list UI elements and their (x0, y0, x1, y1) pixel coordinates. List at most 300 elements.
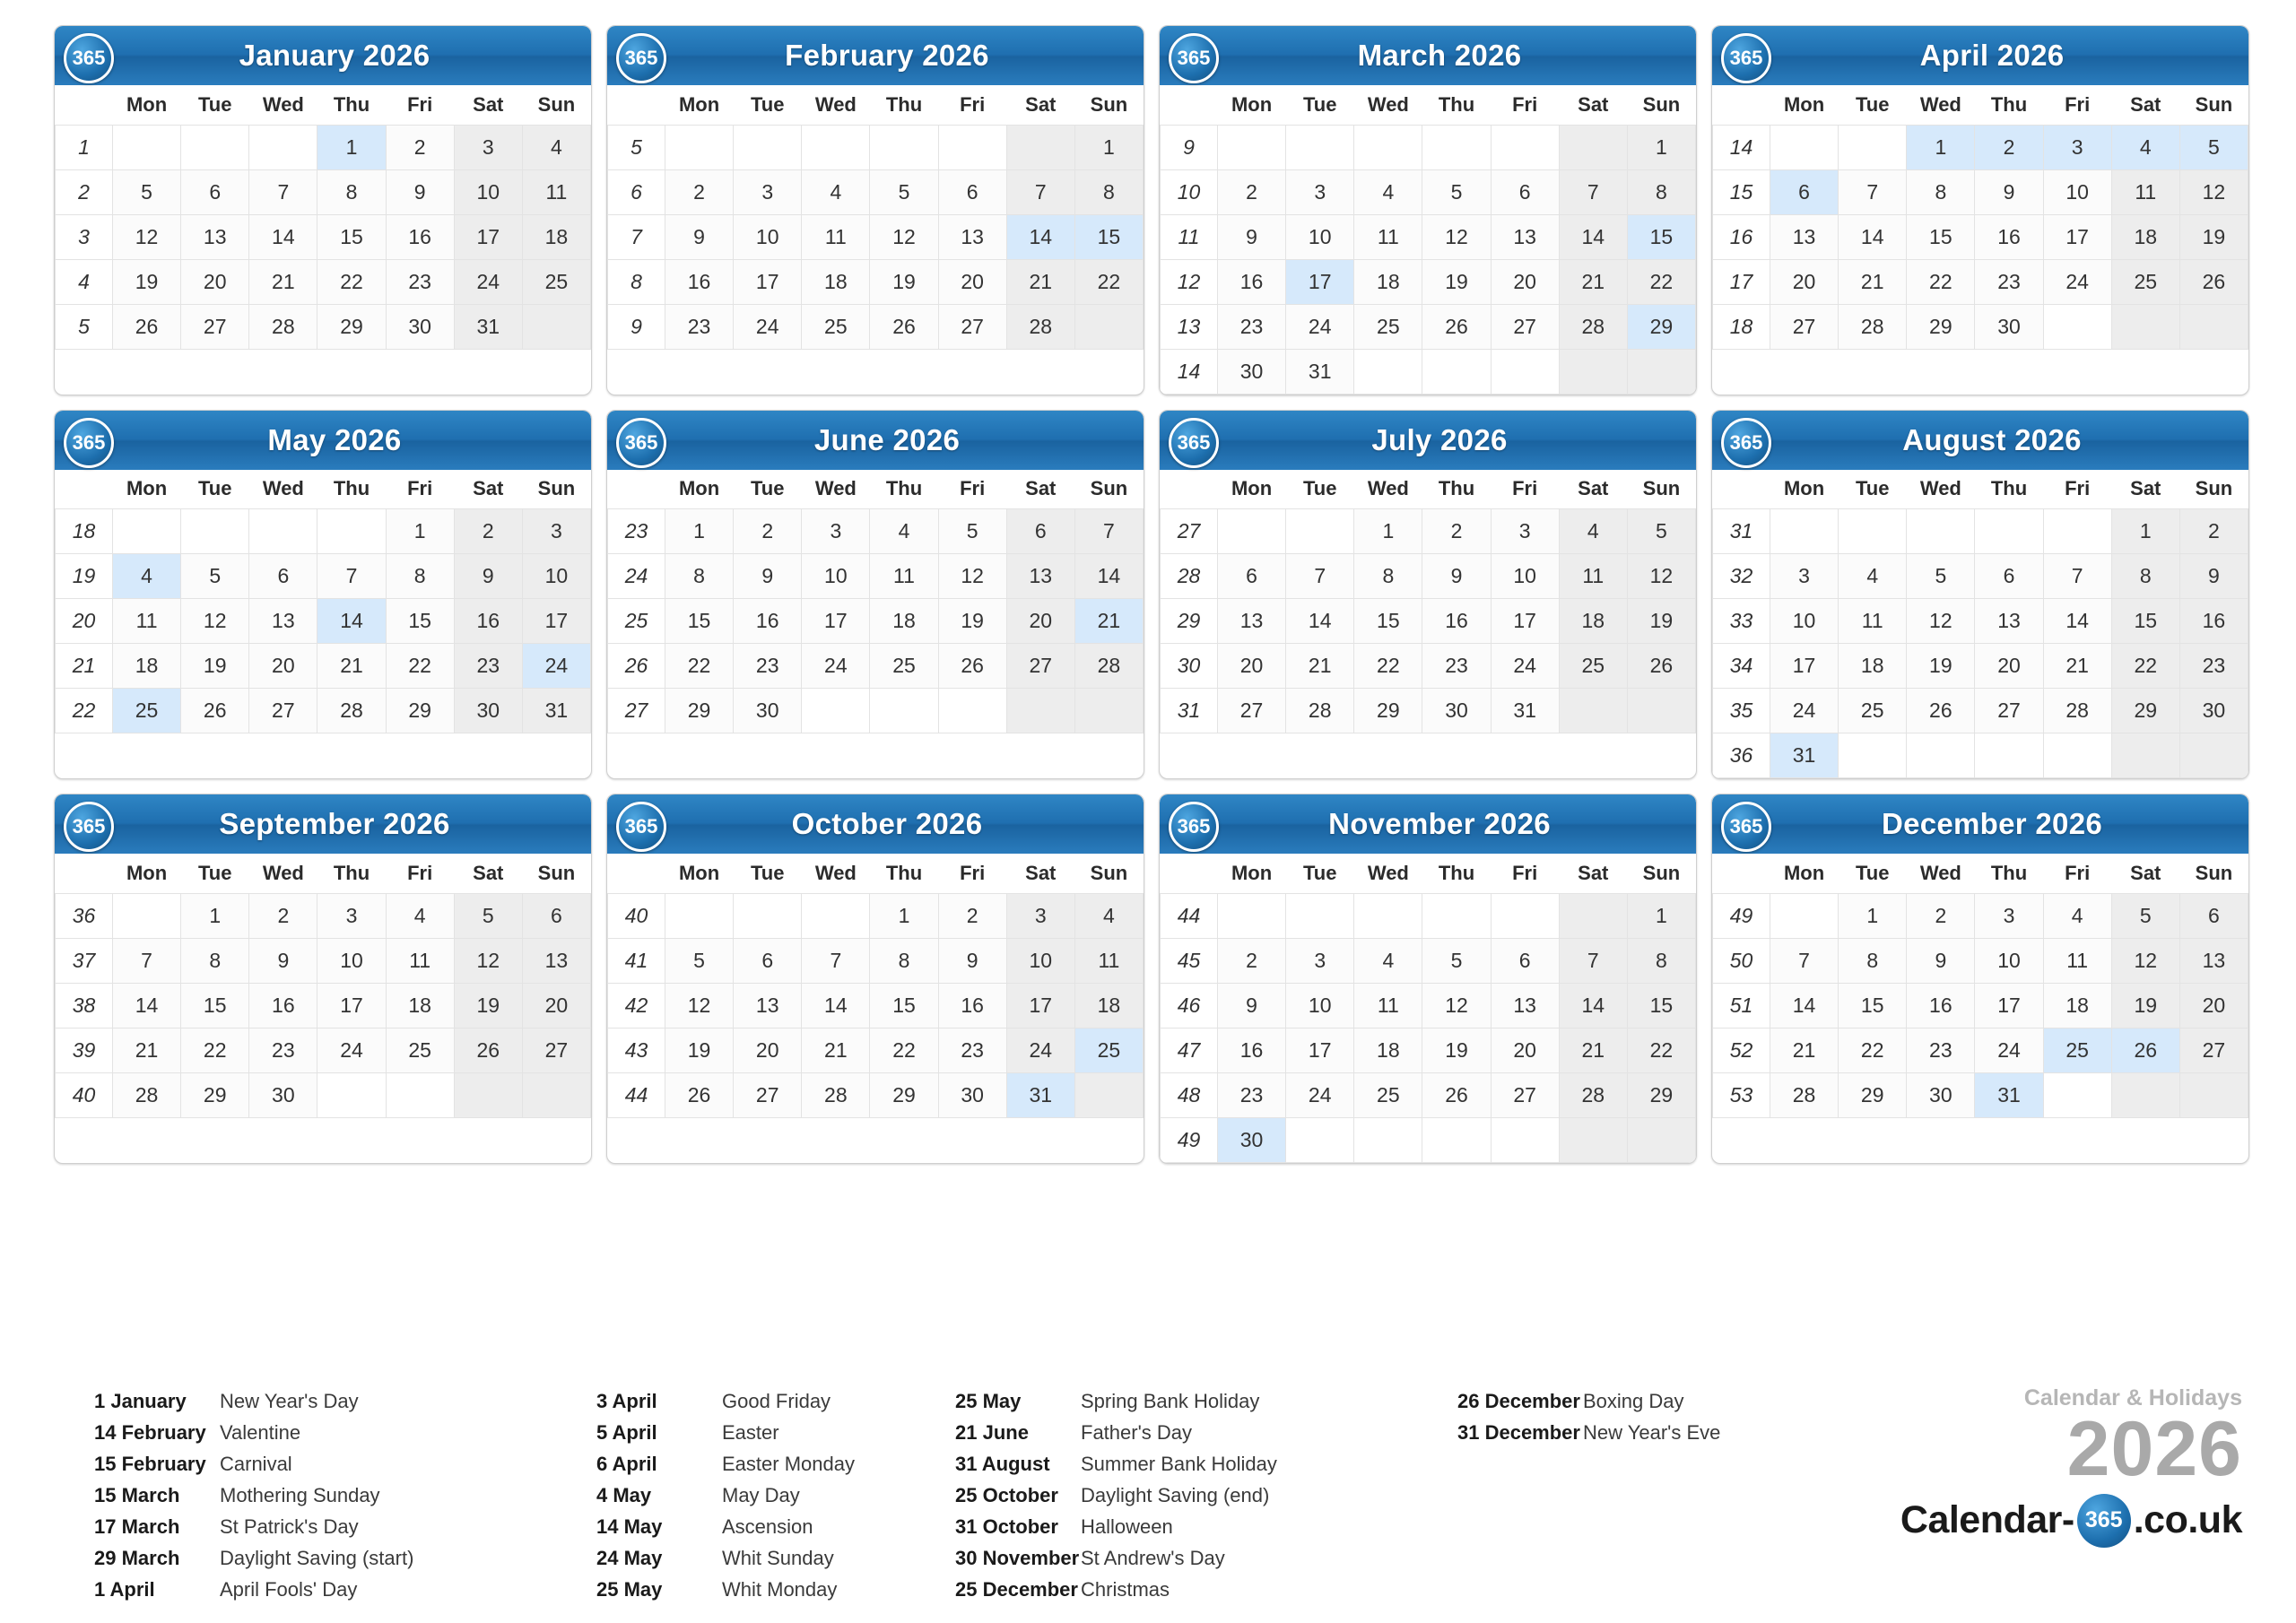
day-cell[interactable]: 28 (1006, 304, 1074, 349)
day-cell[interactable]: 9 (938, 938, 1006, 983)
day-cell[interactable]: 9 (1218, 983, 1286, 1028)
day-cell[interactable]: 31 (522, 689, 590, 733)
day-cell[interactable]: 16 (734, 599, 802, 644)
day-cell[interactable]: 26 (938, 644, 1006, 689)
day-cell[interactable]: 13 (1218, 599, 1286, 644)
day-cell[interactable]: 28 (1559, 1072, 1627, 1117)
day-cell[interactable]: 16 (938, 983, 1006, 1028)
day-cell[interactable]: 12 (1627, 554, 1695, 599)
day-cell[interactable]: 3 (1286, 169, 1354, 214)
day-cell[interactable]: 13 (1491, 983, 1559, 1028)
day-cell[interactable]: 24 (734, 304, 802, 349)
day-cell[interactable]: 13 (1491, 214, 1559, 259)
day-cell[interactable]: 6 (1006, 509, 1074, 554)
day-cell[interactable]: 29 (665, 689, 734, 733)
day-cell[interactable]: 12 (938, 554, 1006, 599)
day-cell[interactable]: 22 (386, 644, 454, 689)
day-cell[interactable]: 17 (1286, 1028, 1354, 1072)
day-cell[interactable]: 23 (2179, 644, 2248, 689)
day-cell[interactable]: 14 (802, 983, 870, 1028)
day-cell[interactable]: 29 (1839, 1072, 1907, 1117)
day-cell[interactable]: 11 (1354, 983, 1422, 1028)
day-cell[interactable]: 14 (113, 983, 181, 1028)
day-cell[interactable]: 30 (1422, 689, 1491, 733)
day-cell[interactable]: 23 (249, 1028, 317, 1072)
day-cell[interactable]: 23 (1218, 1072, 1286, 1117)
day-cell[interactable]: 15 (1074, 214, 1143, 259)
day-cell[interactable]: 19 (181, 644, 249, 689)
day-cell[interactable]: 4 (1074, 893, 1143, 938)
day-cell[interactable]: 3 (2043, 125, 2111, 169)
day-cell[interactable]: 15 (1627, 214, 1695, 259)
day-cell[interactable]: 19 (938, 599, 1006, 644)
day-cell[interactable]: 31 (1491, 689, 1559, 733)
day-cell[interactable]: 26 (2179, 259, 2248, 304)
site-logo[interactable] (1740, 1494, 2242, 1548)
day-cell[interactable]: 21 (249, 259, 317, 304)
day-cell[interactable]: 12 (454, 938, 522, 983)
day-cell[interactable]: 8 (181, 938, 249, 983)
day-cell[interactable]: 30 (1907, 1072, 1975, 1117)
day-cell[interactable]: 5 (870, 169, 938, 214)
day-cell[interactable]: 1 (870, 893, 938, 938)
day-cell[interactable]: 4 (113, 554, 181, 599)
day-cell[interactable]: 8 (1354, 554, 1422, 599)
day-cell[interactable]: 12 (1422, 214, 1491, 259)
day-cell[interactable]: 25 (1354, 304, 1422, 349)
day-cell[interactable]: 13 (1975, 599, 2043, 644)
day-cell[interactable]: 18 (870, 599, 938, 644)
day-cell[interactable]: 18 (1839, 644, 1907, 689)
day-cell[interactable]: 27 (522, 1028, 590, 1072)
day-cell[interactable]: 22 (1627, 1028, 1695, 1072)
day-cell[interactable]: 10 (2043, 169, 2111, 214)
day-cell[interactable]: 24 (1770, 689, 1839, 733)
day-cell[interactable]: 25 (802, 304, 870, 349)
day-cell[interactable]: 11 (1354, 214, 1422, 259)
day-cell[interactable]: 2 (1218, 169, 1286, 214)
day-cell[interactable]: 6 (1491, 938, 1559, 983)
day-cell[interactable]: 28 (113, 1072, 181, 1117)
day-cell[interactable]: 20 (1770, 259, 1839, 304)
day-cell[interactable]: 28 (1839, 304, 1907, 349)
day-cell[interactable]: 24 (1286, 1072, 1354, 1117)
day-cell[interactable]: 10 (1006, 938, 1074, 983)
day-cell[interactable]: 6 (938, 169, 1006, 214)
day-cell[interactable]: 3 (1006, 893, 1074, 938)
day-cell[interactable]: 18 (1074, 983, 1143, 1028)
day-cell[interactable]: 9 (734, 554, 802, 599)
day-cell[interactable]: 1 (1074, 125, 1143, 169)
day-cell[interactable]: 1 (1354, 509, 1422, 554)
day-cell[interactable]: 10 (454, 169, 522, 214)
day-cell[interactable]: 27 (1770, 304, 1839, 349)
day-cell[interactable]: 19 (113, 259, 181, 304)
day-cell[interactable]: 12 (1907, 599, 1975, 644)
day-cell[interactable]: 23 (1218, 304, 1286, 349)
day-cell[interactable]: 6 (1770, 169, 1839, 214)
day-cell[interactable]: 8 (870, 938, 938, 983)
day-cell[interactable]: 13 (249, 599, 317, 644)
day-cell[interactable]: 4 (1839, 554, 1907, 599)
day-cell[interactable]: 8 (2111, 554, 2179, 599)
day-cell[interactable]: 26 (665, 1072, 734, 1117)
day-cell[interactable]: 1 (181, 893, 249, 938)
day-cell[interactable]: 23 (386, 259, 454, 304)
day-cell[interactable]: 17 (522, 599, 590, 644)
day-cell[interactable]: 25 (386, 1028, 454, 1072)
day-cell[interactable]: 8 (1839, 938, 1907, 983)
day-cell[interactable]: 15 (317, 214, 386, 259)
day-cell[interactable]: 6 (734, 938, 802, 983)
day-cell[interactable]: 22 (1627, 259, 1695, 304)
day-cell[interactable]: 14 (2043, 599, 2111, 644)
day-cell[interactable]: 21 (1074, 599, 1143, 644)
day-cell[interactable]: 30 (249, 1072, 317, 1117)
day-cell[interactable]: 7 (1559, 169, 1627, 214)
day-cell[interactable]: 29 (870, 1072, 938, 1117)
day-cell[interactable]: 23 (734, 644, 802, 689)
day-cell[interactable]: 19 (1907, 644, 1975, 689)
day-cell[interactable]: 24 (2043, 259, 2111, 304)
day-cell[interactable]: 5 (1627, 509, 1695, 554)
day-cell[interactable]: 7 (249, 169, 317, 214)
day-cell[interactable]: 16 (1907, 983, 1975, 1028)
day-cell[interactable]: 18 (1354, 259, 1422, 304)
day-cell[interactable]: 8 (317, 169, 386, 214)
day-cell[interactable]: 8 (1907, 169, 1975, 214)
day-cell[interactable]: 1 (1839, 893, 1907, 938)
day-cell[interactable]: 7 (1559, 938, 1627, 983)
day-cell[interactable]: 18 (522, 214, 590, 259)
day-cell[interactable]: 30 (386, 304, 454, 349)
day-cell[interactable]: 9 (454, 554, 522, 599)
day-cell[interactable]: 24 (317, 1028, 386, 1072)
day-cell[interactable]: 1 (386, 509, 454, 554)
day-cell[interactable]: 7 (1074, 509, 1143, 554)
day-cell[interactable]: 16 (2179, 599, 2248, 644)
day-cell[interactable]: 29 (1627, 1072, 1695, 1117)
day-cell[interactable]: 2 (386, 125, 454, 169)
day-cell[interactable]: 18 (2111, 214, 2179, 259)
day-cell[interactable]: 29 (2111, 689, 2179, 733)
day-cell[interactable]: 20 (181, 259, 249, 304)
day-cell[interactable]: 23 (1975, 259, 2043, 304)
day-cell[interactable]: 28 (1559, 304, 1627, 349)
day-cell[interactable]: 3 (1286, 938, 1354, 983)
day-cell[interactable]: 9 (665, 214, 734, 259)
day-cell[interactable]: 7 (317, 554, 386, 599)
day-cell[interactable]: 20 (1491, 259, 1559, 304)
day-cell[interactable]: 26 (113, 304, 181, 349)
day-cell[interactable]: 13 (938, 214, 1006, 259)
day-cell[interactable]: 1 (2111, 509, 2179, 554)
day-cell[interactable]: 14 (1559, 214, 1627, 259)
day-cell[interactable]: 16 (1422, 599, 1491, 644)
day-cell[interactable]: 6 (1975, 554, 2043, 599)
day-cell[interactable]: 21 (113, 1028, 181, 1072)
day-cell[interactable]: 15 (181, 983, 249, 1028)
day-cell[interactable]: 13 (522, 938, 590, 983)
day-cell[interactable]: 26 (2111, 1028, 2179, 1072)
day-cell[interactable]: 27 (1006, 644, 1074, 689)
day-cell[interactable]: 18 (1559, 599, 1627, 644)
day-cell[interactable]: 1 (1907, 125, 1975, 169)
day-cell[interactable]: 7 (1839, 169, 1907, 214)
day-cell[interactable]: 26 (1907, 689, 1975, 733)
day-cell[interactable]: 12 (2111, 938, 2179, 983)
day-cell[interactable]: 21 (802, 1028, 870, 1072)
day-cell[interactable]: 6 (1218, 554, 1286, 599)
day-cell[interactable]: 30 (2179, 689, 2248, 733)
day-cell[interactable]: 9 (2179, 554, 2248, 599)
day-cell[interactable]: 11 (1839, 599, 1907, 644)
day-cell[interactable]: 4 (1354, 169, 1422, 214)
day-cell[interactable]: 20 (1006, 599, 1074, 644)
day-cell[interactable]: 24 (522, 644, 590, 689)
day-cell[interactable]: 30 (1218, 1117, 1286, 1162)
day-cell[interactable]: 27 (734, 1072, 802, 1117)
day-cell[interactable]: 18 (113, 644, 181, 689)
day-cell[interactable]: 12 (665, 983, 734, 1028)
day-cell[interactable]: 17 (1770, 644, 1839, 689)
day-cell[interactable]: 27 (2179, 1028, 2248, 1072)
day-cell[interactable]: 25 (1559, 644, 1627, 689)
day-cell[interactable]: 19 (2179, 214, 2248, 259)
day-cell[interactable]: 5 (454, 893, 522, 938)
day-cell[interactable]: 21 (2043, 644, 2111, 689)
day-cell[interactable]: 29 (386, 689, 454, 733)
day-cell[interactable]: 2 (1907, 893, 1975, 938)
day-cell[interactable]: 19 (454, 983, 522, 1028)
day-cell[interactable]: 25 (1074, 1028, 1143, 1072)
day-cell[interactable]: 19 (665, 1028, 734, 1072)
day-cell[interactable]: 22 (181, 1028, 249, 1072)
day-cell[interactable]: 3 (802, 509, 870, 554)
day-cell[interactable]: 18 (2043, 983, 2111, 1028)
day-cell[interactable]: 3 (1975, 893, 2043, 938)
day-cell[interactable]: 20 (938, 259, 1006, 304)
day-cell[interactable]: 13 (1770, 214, 1839, 259)
day-cell[interactable]: 8 (1074, 169, 1143, 214)
day-cell[interactable]: 4 (1354, 938, 1422, 983)
day-cell[interactable]: 7 (113, 938, 181, 983)
day-cell[interactable]: 9 (249, 938, 317, 983)
day-cell[interactable]: 4 (2111, 125, 2179, 169)
day-cell[interactable]: 10 (1770, 599, 1839, 644)
day-cell[interactable]: 13 (734, 983, 802, 1028)
day-cell[interactable]: 2 (1975, 125, 2043, 169)
day-cell[interactable]: 24 (1006, 1028, 1074, 1072)
day-cell[interactable]: 22 (870, 1028, 938, 1072)
day-cell[interactable]: 1 (1627, 125, 1695, 169)
day-cell[interactable]: 14 (1074, 554, 1143, 599)
day-cell[interactable]: 14 (1006, 214, 1074, 259)
day-cell[interactable]: 15 (1627, 983, 1695, 1028)
day-cell[interactable]: 19 (1627, 599, 1695, 644)
day-cell[interactable]: 5 (1907, 554, 1975, 599)
day-cell[interactable]: 3 (734, 169, 802, 214)
day-cell[interactable]: 14 (1559, 983, 1627, 1028)
day-cell[interactable]: 11 (2111, 169, 2179, 214)
day-cell[interactable]: 30 (734, 689, 802, 733)
day-cell[interactable]: 6 (249, 554, 317, 599)
day-cell[interactable]: 28 (249, 304, 317, 349)
day-cell[interactable]: 27 (1491, 304, 1559, 349)
day-cell[interactable]: 9 (386, 169, 454, 214)
day-cell[interactable]: 6 (1491, 169, 1559, 214)
day-cell[interactable]: 12 (870, 214, 938, 259)
day-cell[interactable]: 17 (1491, 599, 1559, 644)
day-cell[interactable]: 5 (181, 554, 249, 599)
day-cell[interactable]: 23 (454, 644, 522, 689)
day-cell[interactable]: 27 (1218, 689, 1286, 733)
day-cell[interactable]: 17 (802, 599, 870, 644)
day-cell[interactable]: 30 (938, 1072, 1006, 1117)
day-cell[interactable]: 16 (1975, 214, 2043, 259)
day-cell[interactable]: 7 (1286, 554, 1354, 599)
day-cell[interactable]: 3 (454, 125, 522, 169)
day-cell[interactable]: 26 (1422, 1072, 1491, 1117)
day-cell[interactable]: 21 (1286, 644, 1354, 689)
day-cell[interactable]: 10 (1491, 554, 1559, 599)
day-cell[interactable]: 29 (1627, 304, 1695, 349)
day-cell[interactable]: 19 (1422, 259, 1491, 304)
day-cell[interactable]: 25 (113, 689, 181, 733)
day-cell[interactable]: 29 (1907, 304, 1975, 349)
day-cell[interactable]: 20 (2179, 983, 2248, 1028)
day-cell[interactable]: 25 (522, 259, 590, 304)
day-cell[interactable]: 6 (522, 893, 590, 938)
day-cell[interactable]: 5 (113, 169, 181, 214)
day-cell[interactable]: 10 (1286, 983, 1354, 1028)
day-cell[interactable]: 20 (522, 983, 590, 1028)
day-cell[interactable]: 19 (870, 259, 938, 304)
day-cell[interactable]: 21 (1559, 259, 1627, 304)
day-cell[interactable]: 23 (1907, 1028, 1975, 1072)
day-cell[interactable]: 25 (1839, 689, 1907, 733)
day-cell[interactable]: 7 (1770, 938, 1839, 983)
day-cell[interactable]: 27 (249, 689, 317, 733)
day-cell[interactable]: 5 (1422, 169, 1491, 214)
day-cell[interactable]: 4 (522, 125, 590, 169)
day-cell[interactable]: 28 (1074, 644, 1143, 689)
day-cell[interactable]: 29 (317, 304, 386, 349)
day-cell[interactable]: 22 (665, 644, 734, 689)
day-cell[interactable]: 17 (1975, 983, 2043, 1028)
day-cell[interactable]: 16 (665, 259, 734, 304)
day-cell[interactable]: 24 (802, 644, 870, 689)
day-cell[interactable]: 26 (454, 1028, 522, 1072)
day-cell[interactable]: 28 (2043, 689, 2111, 733)
day-cell[interactable]: 25 (1354, 1072, 1422, 1117)
day-cell[interactable]: 4 (2043, 893, 2111, 938)
day-cell[interactable]: 20 (1491, 1028, 1559, 1072)
day-cell[interactable]: 8 (1627, 169, 1695, 214)
day-cell[interactable]: 10 (317, 938, 386, 983)
day-cell[interactable]: 24 (1286, 304, 1354, 349)
day-cell[interactable]: 22 (2111, 644, 2179, 689)
day-cell[interactable]: 11 (522, 169, 590, 214)
day-cell[interactable]: 31 (1770, 733, 1839, 778)
day-cell[interactable]: 20 (1218, 644, 1286, 689)
day-cell[interactable]: 28 (1770, 1072, 1839, 1117)
day-cell[interactable]: 21 (1839, 259, 1907, 304)
day-cell[interactable]: 10 (802, 554, 870, 599)
day-cell[interactable]: 2 (2179, 509, 2248, 554)
day-cell[interactable]: 27 (1491, 1072, 1559, 1117)
day-cell[interactable]: 14 (249, 214, 317, 259)
day-cell[interactable]: 28 (317, 689, 386, 733)
day-cell[interactable]: 22 (1907, 259, 1975, 304)
day-cell[interactable]: 2 (1218, 938, 1286, 983)
day-cell[interactable]: 5 (938, 509, 1006, 554)
day-cell[interactable]: 12 (2179, 169, 2248, 214)
day-cell[interactable]: 12 (1422, 983, 1491, 1028)
day-cell[interactable]: 5 (2111, 893, 2179, 938)
day-cell[interactable]: 8 (386, 554, 454, 599)
day-cell[interactable]: 16 (454, 599, 522, 644)
day-cell[interactable]: 10 (1286, 214, 1354, 259)
day-cell[interactable]: 25 (2111, 259, 2179, 304)
day-cell[interactable]: 4 (1559, 509, 1627, 554)
day-cell[interactable]: 11 (1559, 554, 1627, 599)
day-cell[interactable]: 1 (1627, 893, 1695, 938)
day-cell[interactable]: 17 (1006, 983, 1074, 1028)
day-cell[interactable]: 28 (802, 1072, 870, 1117)
day-cell[interactable]: 11 (1074, 938, 1143, 983)
day-cell[interactable]: 17 (734, 259, 802, 304)
day-cell[interactable]: 17 (1286, 259, 1354, 304)
day-cell[interactable]: 20 (734, 1028, 802, 1072)
day-cell[interactable]: 15 (665, 599, 734, 644)
day-cell[interactable]: 18 (1354, 1028, 1422, 1072)
day-cell[interactable]: 5 (2179, 125, 2248, 169)
day-cell[interactable]: 13 (2179, 938, 2248, 983)
day-cell[interactable]: 7 (802, 938, 870, 983)
day-cell[interactable]: 11 (386, 938, 454, 983)
day-cell[interactable]: 17 (454, 214, 522, 259)
day-cell[interactable]: 2 (938, 893, 1006, 938)
day-cell[interactable]: 31 (1286, 349, 1354, 394)
day-cell[interactable]: 30 (1975, 304, 2043, 349)
day-cell[interactable]: 28 (1286, 689, 1354, 733)
day-cell[interactable]: 3 (1770, 554, 1839, 599)
day-cell[interactable]: 29 (1354, 689, 1422, 733)
day-cell[interactable]: 14 (1770, 983, 1839, 1028)
day-cell[interactable]: 9 (1975, 169, 2043, 214)
day-cell[interactable]: 4 (802, 169, 870, 214)
day-cell[interactable]: 9 (1907, 938, 1975, 983)
day-cell[interactable]: 5 (665, 938, 734, 983)
day-cell[interactable]: 12 (181, 599, 249, 644)
day-cell[interactable]: 31 (1006, 1072, 1074, 1117)
day-cell[interactable]: 19 (2111, 983, 2179, 1028)
day-cell[interactable]: 11 (113, 599, 181, 644)
day-cell[interactable]: 27 (1975, 689, 2043, 733)
day-cell[interactable]: 18 (386, 983, 454, 1028)
day-cell[interactable]: 23 (938, 1028, 1006, 1072)
day-cell[interactable]: 31 (454, 304, 522, 349)
day-cell[interactable]: 7 (2043, 554, 2111, 599)
day-cell[interactable]: 15 (2111, 599, 2179, 644)
day-cell[interactable]: 25 (870, 644, 938, 689)
day-cell[interactable]: 21 (1770, 1028, 1839, 1072)
day-cell[interactable]: 14 (317, 599, 386, 644)
day-cell[interactable]: 3 (317, 893, 386, 938)
day-cell[interactable]: 2 (454, 509, 522, 554)
day-cell[interactable]: 24 (454, 259, 522, 304)
